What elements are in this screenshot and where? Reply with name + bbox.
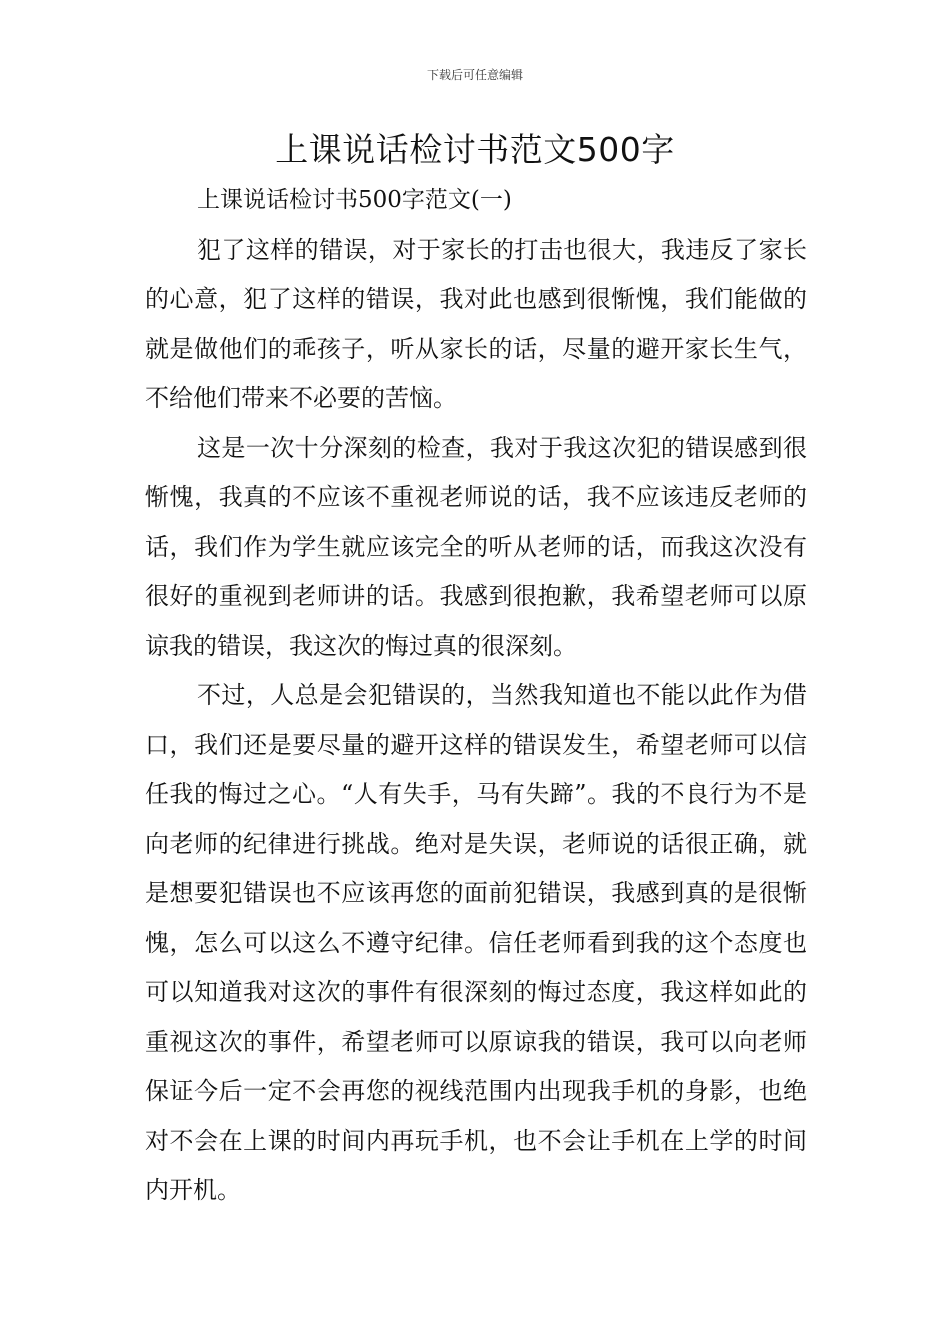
paragraph-1: 犯了这样的错误，对于家长的打击也很大，我违反了家长的心意，犯了这样的错误，我对此也感到很惭愧，我们能做的就是做他们的乖孩子，听从家长的话，尽量的避开家长生气，不给他们带来不必要的苦恼。 [145,235,807,412]
paragraph-3: 不过，人总是会犯错误的，当然我知道也不能以此作为借口，我们还是要尽量的避开这样的错误发生，希望老师可以信任我的悔过之心。“人有失手，马有失蹄”。我的不良行为不是向老师的纪律进行挑战。绝对是失误，老师说的话很正确，就是想要犯错误也不应该再您的面前犯错误，我感到真的是很惭愧，怎么可以这么不遵守纪律。信任老师看到我的这个态度也可以知道我对这次的事件有很深刻的悔过态度，我这样如此的重视这次的事件，希望老师可以原谅我的错误，我可以向老师保证今后一定不会再您的视线范围内出现我手机的身影，也绝对不会在上课的时间内再玩手机，也不会让手机在上学的时间内开机。 [145,681,807,1204]
page-header-note: 下载后可任意编辑 [426,68,523,82]
paragraph-2: 这是一次十分深刻的检查，我对于我这次犯的错误感到很惭愧，我真的不应该不重视老师说的话，我不应该违反老师的话，我们作为学生就应该完全的听从老师的话，而我这次没有很好的重视到老师讲的话。我感到很抱歉，我希望老师可以原谅我的错误，我这次的悔过真的很深刻。 [145,433,807,660]
section-subtitle: 上课说话检讨书500字范文(一) [197,187,512,213]
document-title: 上课说话检讨书范文500字 [275,130,675,169]
document-body [145,176,807,1216]
